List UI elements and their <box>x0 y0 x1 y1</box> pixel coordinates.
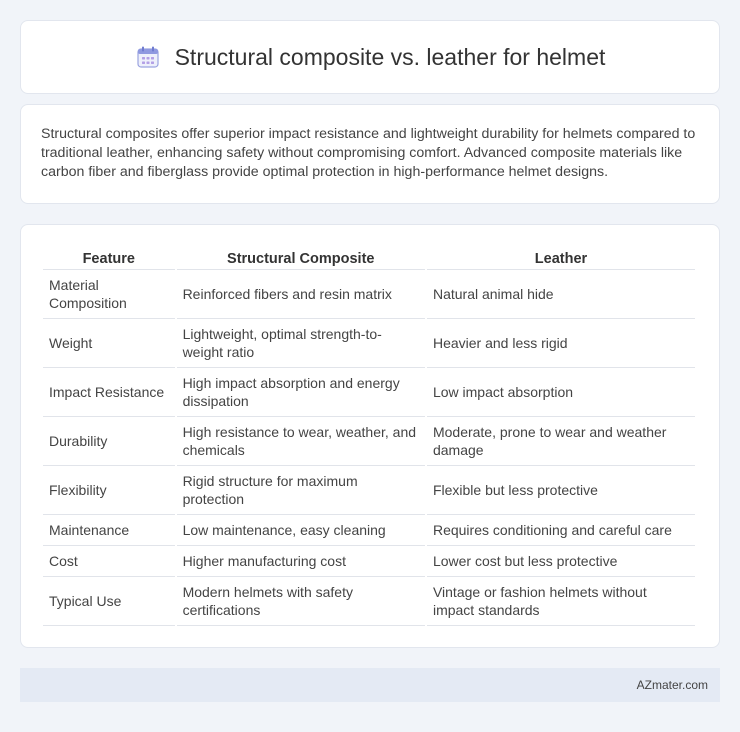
comparison-card <box>20 224 720 648</box>
leather-cell: Flexible but less protective <box>427 466 695 515</box>
composite-cell: High resistance to wear, weather, and chemicals <box>177 417 425 466</box>
table-header-row <box>43 245 695 270</box>
composite-cell: Reinforced fibers and resin matrix <box>177 270 425 319</box>
feature-cell: Durability <box>43 417 175 466</box>
leather-cell: Low impact absorption <box>427 368 695 417</box>
table-row <box>43 270 695 319</box>
title-card <box>20 20 720 94</box>
table-row <box>43 319 695 368</box>
leather-cell: Natural animal hide <box>427 270 695 319</box>
composite-cell: Rigid structure for maximum protection <box>177 466 425 515</box>
composite-cell: High impact absorption and energy dissipation <box>177 368 425 417</box>
table-row <box>43 466 695 515</box>
table-row <box>43 546 695 577</box>
intro-card <box>20 104 720 204</box>
leather-cell: Heavier and less rigid <box>427 319 695 368</box>
title-wrap <box>135 44 606 71</box>
feature-cell: Impact Resistance <box>43 368 175 417</box>
feature-cell: Weight <box>43 319 175 368</box>
table-row <box>43 515 695 546</box>
calendar-icon <box>135 44 161 70</box>
footer-brand[interactable]: AZmater.com <box>636 678 708 692</box>
table-row <box>43 577 695 626</box>
footer-bar <box>20 668 720 702</box>
leather-cell: Requires conditioning and careful care <box>427 515 695 546</box>
feature-cell: Flexibility <box>43 466 175 515</box>
header-feature: Feature <box>43 245 175 270</box>
page-title: Structural composite vs. leather for helmet <box>174 43 606 70</box>
composite-cell: Lightweight, optimal strength-to-weight ratio <box>177 319 425 368</box>
header-leather: Leather <box>427 245 695 270</box>
composite-cell: Low maintenance, easy cleaning <box>177 515 425 546</box>
comparison-table <box>41 245 697 626</box>
table-row <box>43 417 695 466</box>
feature-cell: Maintenance <box>43 515 175 546</box>
feature-cell: Typical Use <box>43 577 175 626</box>
leather-cell: Vintage or fashion helmets without impact standards <box>427 577 695 626</box>
composite-cell: Modern helmets with safety certifications <box>177 577 425 626</box>
leather-cell: Moderate, prone to wear and weather damage <box>427 417 695 466</box>
intro-text: Structural composites offer superior impact resistance and lightweight durability for helmets compared to traditional leather, enhancing safety without compromising comfort. Advanced composite materials like carbon fiber and fiberglass provide optimal protection in high-performance helmet designs. <box>41 126 696 180</box>
table-row <box>43 368 695 417</box>
composite-cell: Higher manufacturing cost <box>177 546 425 577</box>
feature-cell: Material Composition <box>43 270 175 319</box>
leather-cell: Lower cost but less protective <box>427 546 695 577</box>
header-structural-composite: Structural Composite <box>177 245 425 270</box>
feature-cell: Cost <box>43 546 175 577</box>
